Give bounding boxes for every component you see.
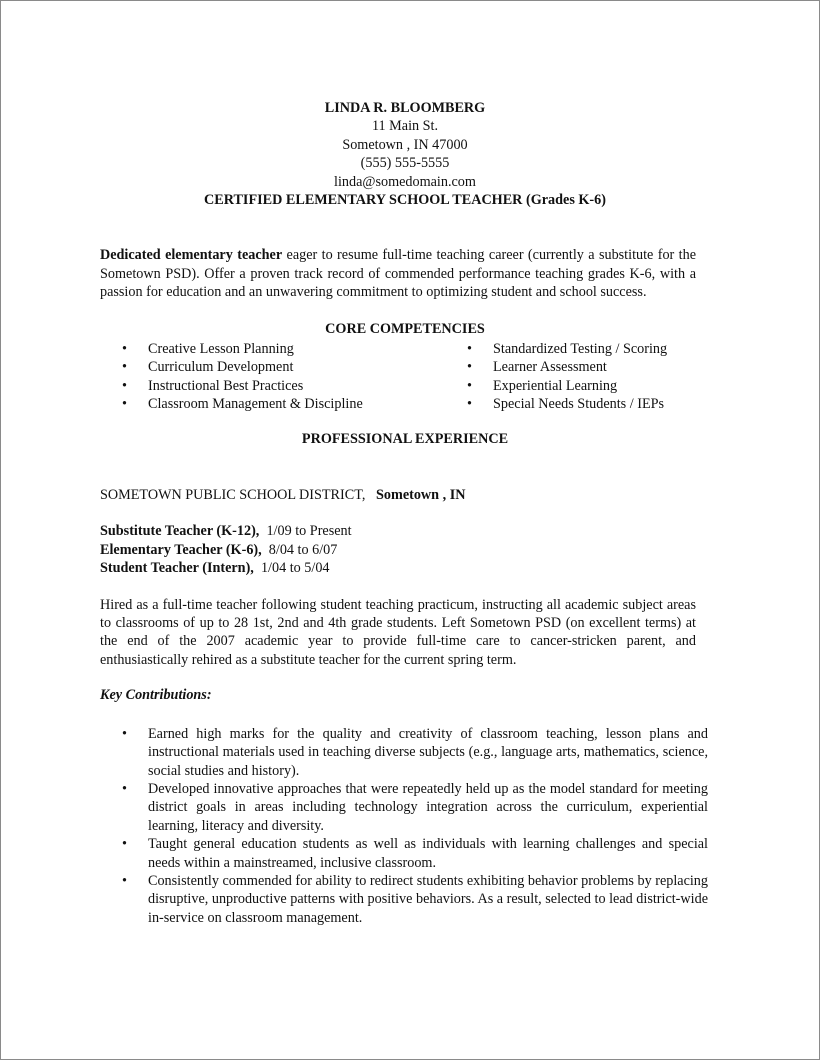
roles-list <box>100 522 710 577</box>
role-title: Substitute Teacher (K-12), <box>100 523 260 540</box>
competency-item: • Special Needs Students / IEPs <box>445 395 705 413</box>
experience-description: Hired as a full-time teacher following student teaching practicum, instructing all academic subject areas to classrooms of up to 28 1st, 2nd and 4th grade students. Left Sometown PSD (on excellent terms) at the end of the 2007 academic year to provide full-time care to cancer-stricken parent, and enthusiastically rehired as a substitute teacher for the current spring term. <box>100 596 696 668</box>
key-contributions-title: Key Contributions: <box>100 687 212 704</box>
competency-item: • Standardized Testing / Scoring <box>445 340 705 358</box>
competency-item: • Creative Lesson Planning <box>100 340 445 358</box>
competencies-right-column <box>445 340 705 414</box>
address-line-1: 11 Main St. <box>371 118 439 135</box>
contributions-list <box>100 725 710 927</box>
role-line <box>100 541 710 559</box>
role-line <box>100 559 710 577</box>
summary-lead: Dedicated elementary teacher <box>100 247 283 264</box>
competencies-left-column <box>100 340 445 414</box>
contribution-item: • Taught general education students as well as individuals with learning challenges and special needs within a mainstreamed, inclusive classroom. <box>100 835 708 872</box>
competencies-list <box>100 340 710 414</box>
competency-item: • Experiential Learning <box>445 377 705 395</box>
email-address: linda@somedomain.com <box>334 173 476 190</box>
candidate-name: LINDA R. BLOOMBERG <box>324 100 486 116</box>
address-line-2: Sometown , IN 47000 <box>342 136 468 153</box>
competency-item: • Instructional Best Practices <box>100 377 445 395</box>
contribution-item: • Consistently commended for ability to redirect students exhibiting behavior problems by replacing disruptive, unproductive patterns with positive behaviors. As a result, selected to lead district-wide in-service on classroom management. <box>100 872 708 927</box>
role-dates: 8/04 to 6/07 <box>268 541 338 558</box>
summary-paragraph <box>100 246 696 301</box>
employer-name: SOMETOWN PUBLIC SCHOOL DISTRICT, <box>100 487 366 504</box>
competency-item: • Curriculum Development <box>100 358 445 376</box>
competency-item: • Classroom Management & Discipline <box>100 395 445 413</box>
employer-location: Sometown , IN <box>376 487 466 504</box>
role-title: Student Teacher (Intern), <box>100 560 254 577</box>
competencies-title: CORE COMPETENCIES <box>325 320 485 337</box>
resume-headline: CERTIFIED ELEMENTARY SCHOOL TEACHER (Grades K-6) <box>204 192 606 209</box>
experience-title: PROFESSIONAL EXPERIENCE <box>301 430 509 447</box>
role-dates: 1/09 to Present <box>266 523 352 540</box>
contact-header <box>100 99 710 209</box>
phone-number: (555) 555-5555 <box>360 155 450 172</box>
role-title: Elementary Teacher (K-6), <box>100 541 262 558</box>
resume-content <box>100 99 710 927</box>
role-line <box>100 522 710 540</box>
contribution-item: • Earned high marks for the quality and creativity of classroom teaching, lesson plans and instructional materials used in teaching diverse subjects (e.g., language arts, mathematics, science, social studies and history). <box>100 725 708 780</box>
competency-item: • Learner Assessment <box>445 358 705 376</box>
contribution-item: • Developed innovative approaches that were repeatedly held up as the model standard for meeting district goals in areas including technology integration across the curriculum, experiential learning, literacy and diversity. <box>100 780 708 835</box>
summary-text: eager to resume full-time teaching career (currently a substitute for the Sometown PSD). Offer a proven track record of commended performance teaching grades K-6, with a passion for education and an unwavering commitment to optimizing student and school success. <box>100 247 697 301</box>
employer-line <box>100 486 710 504</box>
role-dates: 1/04 to 5/04 <box>260 560 330 577</box>
